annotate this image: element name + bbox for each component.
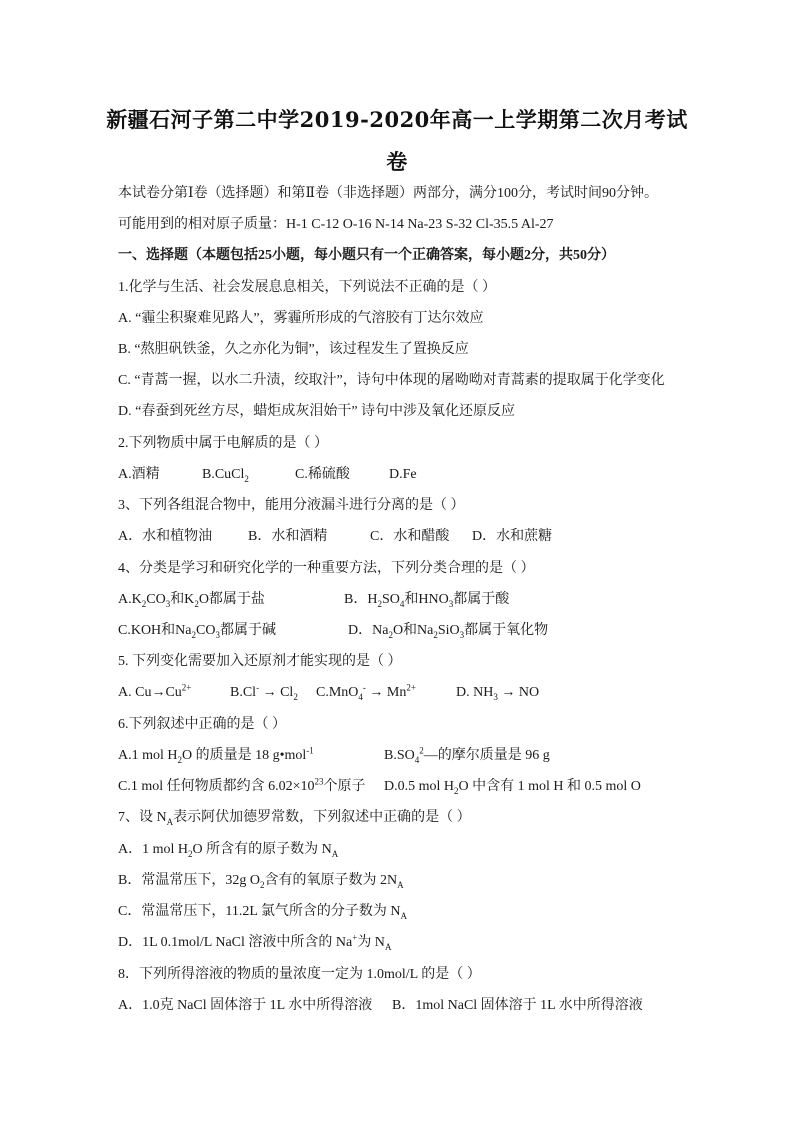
question-4-option-b: B．$H_2SO_4$和$HNO_3$都属于酸 [344,592,510,609]
question-2-option-d: D.Fe [389,467,417,482]
question-4-options-cd [118,622,548,640]
question-3-option-a: A．水和植物油 [118,529,213,544]
question-6-options-ab [118,747,550,765]
atomic-mass-line: 可能用到的相对原子质量：H-1 C-12 O-16 N-14 Na-23 S-32 Cl-35.5 Al-27 [118,217,554,232]
question-5-option-b: $B.Cl^- \to Cl_2$ [230,682,298,702]
question-1-option-a: A. “霾尘积聚难见路人”，雾霾所形成的气溶胶有丁达尔效应 [118,311,484,326]
document-title-continued: 卷 [386,149,408,174]
question-6-option-b: $B.SO_4^2—$的摩尔质量是 96 g [384,745,550,765]
question-8-options-ab [118,997,643,1015]
question-7-option-d: D．1L 0.1mol/L NaCl 溶液中所含的 Na+为 $N_A$ [118,932,392,952]
question-5-option-c: $C.MnO_4^- \to Mn^{2+}$ [316,682,416,702]
question-4-option-d: D．$Na_2O$和$Na_2SiO_3$都属于氧化物 [348,623,549,640]
question-4-option-c: C.KOH和$Na_2CO_3$都属于碱 [118,623,276,640]
question-5-options [118,684,539,702]
section-heading: 一、选择题（本题包括25小题，每小题只有一个正确答案，每小题2分，共50分） [118,248,615,263]
question-5-stem: 5. 下列变化需要加入还原剂才能实现的是（ ） [118,654,402,669]
question-6-option-d: D.0.5 mol $H_2O$ 中含有 1 mol H 和 0.5 mol O [384,779,641,796]
question-2-option-c: C.稀硫酸 [295,467,350,482]
question-8-option-a: A．1.0克 NaCl 固体溶于 1L 水中所得溶液 [118,998,373,1013]
question-2-options [118,466,417,484]
question-7-option-c: C．常温常压下，11.2L 氯气所含的分子数为 $N_A$ [118,904,407,921]
question-5-option-a: A. $Cu\to Cu^{2+}$ [118,682,192,700]
question-6-option-c: C.1 mol 任何物质都约含 $6.02\times 10^{23}$个原子 [118,776,366,794]
question-8-option-b: B．1mol NaCl 固体溶于 1L 水中所得溶液 [392,998,643,1013]
question-6-options-cd [118,778,641,796]
question-6-stem: 6.下列叙述中正确的是（ ） [118,717,286,732]
question-3-stem: 3、下列各组混合物中，能用分液漏斗进行分离的是（ ） [118,498,465,513]
question-4-stem: 4、分类是学习和研究化学的一种重要方法，下列分类合理的是（ ） [118,561,535,576]
question-2-option-b: B.CuCl$_2$ [202,467,249,484]
question-4-option-a: $A.K_2CO_3$和$K_2O$都属于盐 [118,592,265,609]
document-title: 新疆石河子第二中学2019-2020年高一上学期第二次月考试 [106,107,688,132]
question-1-option-b: B. “熬胆矾铁釜，久之亦化为铜”，该过程发生了置换反应 [118,342,469,357]
question-5-option-d: D. $NH_3$ → NO [456,685,540,702]
question-2-option-a: A.酒精 [118,467,160,482]
question-4-options-ab [118,591,509,609]
question-7-option-a: A．1 mol $H_2O$ 所含有的原子数为 $N_A$ [118,842,339,859]
question-3-option-b: B．水和酒精 [248,529,328,544]
intro-line: 本试卷分第Ⅰ卷（选择题）和第Ⅱ卷（非选择题）两部分，满分100分，考试时间90分钟。 [118,186,659,201]
question-1-stem: 1.化学与生活、社会发展息息相关，下列说法不正确的是（ ） [118,280,496,295]
question-8-stem: 8．下列所得溶液的物质的量浓度一定为 1.0mol/L 的是（ ） [118,967,481,982]
question-7-stem: 7、设 $N_A$表示阿伏加德罗常数，下列叙述中正确的是（ ） [118,810,471,827]
question-3-option-d: D．水和蔗糖 [472,529,553,544]
question-1-option-c: C. “青蒿一握，以水二升渍，绞取汁”，诗句中体现的屠呦呦对青蒿素的提取属于化学变化 [118,373,665,388]
question-6-option-a: A.1 mol $H_2O$ 的质量是 18 g•mol$^{-1}$ [118,745,314,765]
question-3-options [118,528,552,546]
question-1-option-d: D. “春蚕到死丝方尽，蜡炬成灰泪始干” 诗句中涉及氧化还原反应 [118,404,516,419]
question-2-stem: 2.下列物质中属于电解质的是（ ） [118,436,328,451]
question-7-option-b: B．常温常压下，32g $O_2$含有的氧原子数为 $2N_A$ [118,873,404,890]
question-3-option-c: C．水和醋酸 [370,529,450,544]
